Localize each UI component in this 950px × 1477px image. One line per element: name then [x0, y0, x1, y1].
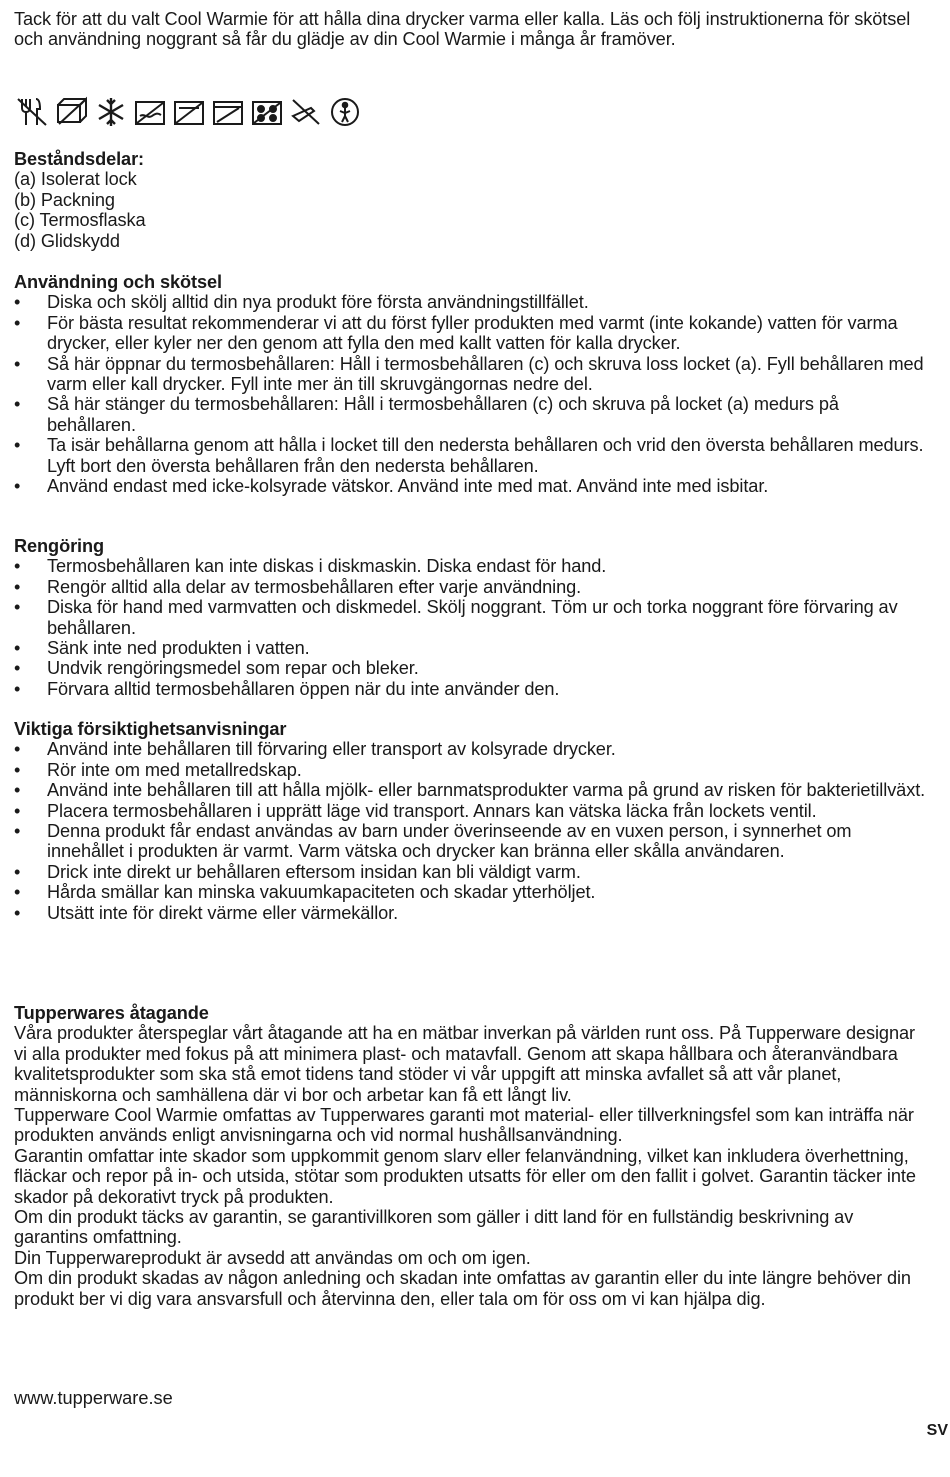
- usage-list: [14, 292, 929, 496]
- commitment-section: [14, 1003, 929, 1309]
- usage-heading: Användning och skötsel: [14, 272, 222, 292]
- website-link[interactable]: www.tupperware.se: [14, 1388, 173, 1408]
- list-item: • Denna produkt får endast användas av barn under överinseende av en vuxen person, i synnerhet om innehållet i produkten är varmt. Varm vätska och drycker kan bränna eller skålla användaren.: [14, 821, 929, 862]
- precautions-list: [14, 739, 929, 923]
- commitment-paragraph: Våra produkter återspeglar vårt åtagande att ha en mätbar inverkan på världen runt oss. På Tupperware designar vi alla produkter med fokus på att minimera plast- och matavfall. Genom att skapa hållbara och återanvändbara kvalitetsprodukter som ska stå emot tidens tand stöder vi vår uppgift att minska avfallet så att vår planet, människorna och samhällena där vi bor och arbetar kan få ett långt liv.: [14, 1023, 915, 1105]
- commitment-paragraph: Om din produkt skadas av någon anledning och skadan inte omfattas av garantin eller du inte längre behöver din produkt ber vi dig vara ansvarsfull och återvinna den, eller tala om för oss om vi kan hjälpa dig.: [14, 1268, 911, 1309]
- components-section: [14, 149, 929, 251]
- intro-paragraph: Tack för att du valt Cool Warmie för att hålla dina drycker varma eller kalla. Läs och följ instruktionerna för skötsel och användning noggrant så får du glädje av din Cool Warmie i många år framöver.: [14, 9, 911, 50]
- list-item: • För bästa resultat rekommenderar vi att du först fyller produkten med varmt (inte kokande) vatten för varma drycker, eller kyler ner den genom att fylla den med kallt vatten för kalla drycker.: [14, 313, 929, 354]
- list-item: • Utsätt inte för direkt värme eller värmekällor.: [14, 903, 929, 923]
- cleaning-section: [14, 536, 929, 699]
- stovetop-crossed-icon: [250, 96, 285, 128]
- component-item: (a) Isolerat lock: [14, 169, 137, 190]
- list-item: • Sänk inte ned produkten i vatten.: [14, 638, 929, 658]
- care-icons-row: [16, 96, 363, 128]
- dishwasher-crossed-icon: [133, 96, 168, 128]
- list-item: • Drick inte direkt ur behållaren eftersom insidan kan bli väldigt varm.: [14, 862, 929, 882]
- child-warning-icon: [328, 96, 363, 128]
- language-code: SV: [926, 1422, 948, 1439]
- list-item: • Rör inte om med metallredskap.: [14, 760, 929, 780]
- list-item: • Undvik rengöringsmedel som repar och bleker.: [14, 658, 929, 678]
- components-heading: Beståndsdelar:: [14, 149, 144, 169]
- commitment-paragraph: Om din produkt täcks av garantin, se garantivillkoren som gäller i ditt land för en fullständig beskrivning av garantins omfattning.: [14, 1207, 854, 1248]
- commitment-heading: Tupperwares åtagande: [14, 1003, 209, 1023]
- cleaning-heading: Rengöring: [14, 536, 105, 556]
- list-item: • Förvara alltid termosbehållaren öppen när du inte använder den.: [14, 679, 929, 699]
- list-item: • Diska och skölj alltid din nya produkt före första användningstillfället.: [14, 292, 929, 312]
- usage-section: [14, 272, 929, 496]
- component-item: (d) Glidskydd: [14, 230, 120, 251]
- precautions-section: [14, 719, 929, 923]
- fork-knife-crossed-icon: [16, 96, 51, 128]
- oven-crossed-icon: [211, 96, 246, 128]
- list-item: • Hårda smällar kan minska vakuumkapaciteten och skadar ytterhöljet.: [14, 882, 929, 902]
- list-item: • Så här stänger du termosbehållaren: Håll i termosbehållaren (c) och skruva på locket (a) medurs på behållaren.: [14, 394, 929, 435]
- precautions-heading: Viktiga försiktighetsanvisningar: [14, 719, 287, 739]
- list-item: • Använd endast med icke-kolsyrade vätskor. Använd inte med mat. Använd inte med isbitar.: [14, 476, 929, 496]
- list-item: • Rengör alltid alla delar av termosbehållaren efter varje användning.: [14, 577, 929, 597]
- list-item: • Så här öppnar du termosbehållaren: Håll i termosbehållaren (c) och skruva loss locket (a). Fyll behållaren med varm eller kall drycker. Fyll inte mer än till skruvgängornas nedre del.: [14, 354, 929, 395]
- list-item: • Använd inte behållaren till förvaring eller transport av kolsyrade drycker.: [14, 739, 929, 759]
- dishwasher-top-rack-crossed-icon: [172, 96, 207, 128]
- cleaning-list: [14, 556, 929, 699]
- list-item: • Ta isär behållarna genom att hålla i locket till den nedersta behållaren och vrid den översta behållaren medurs. Lyft bort den översta behållaren från den nedersta behållaren.: [14, 435, 929, 476]
- freezer-icon: [94, 96, 129, 128]
- list-item: • Placera termosbehållaren i upprätt läge vid transport. Annars kan vätska läcka från lockets ventil.: [14, 801, 929, 821]
- list-item: • Termosbehållaren kan inte diskas i diskmaskin. Diska endast för hand.: [14, 556, 929, 576]
- knife-crossed-icon: [289, 96, 324, 128]
- list-item: • Diska för hand med varmvatten och diskmedel. Skölj noggrant. Töm ur och torka noggrant före förvaring av behållaren.: [14, 597, 929, 638]
- commitment-paragraph: Garantin omfattar inte skador som uppkommit genom slarv eller felanvändning, vilket kan inkludera överhettning, fläckar och repor på in- och utsida, stötar som produkten utsatts för eller om den fallit i golvet. Garantin täcker inte skador på dekorativt tryck på produkten.: [14, 1145, 916, 1207]
- component-item: (b) Packning: [14, 189, 115, 210]
- component-item: (c) Termosflaska: [14, 210, 146, 231]
- microwave-crossed-icon: [55, 96, 90, 128]
- list-item: • Använd inte behållaren till att hålla mjölk- eller barnmatsprodukter varma på grund av risken för bakterietillväxt.: [14, 780, 929, 800]
- commitment-paragraph: Tupperware Cool Warmie omfattas av Tupperwares garanti mot material- eller tillverkningsfel som kan inträffa när produkten används enligt anvisningarna och vid normal hushållsanvändning.: [14, 1105, 914, 1146]
- commitment-paragraph: Din Tupperwareprodukt är avsedd att användas om och om igen.: [14, 1247, 531, 1268]
